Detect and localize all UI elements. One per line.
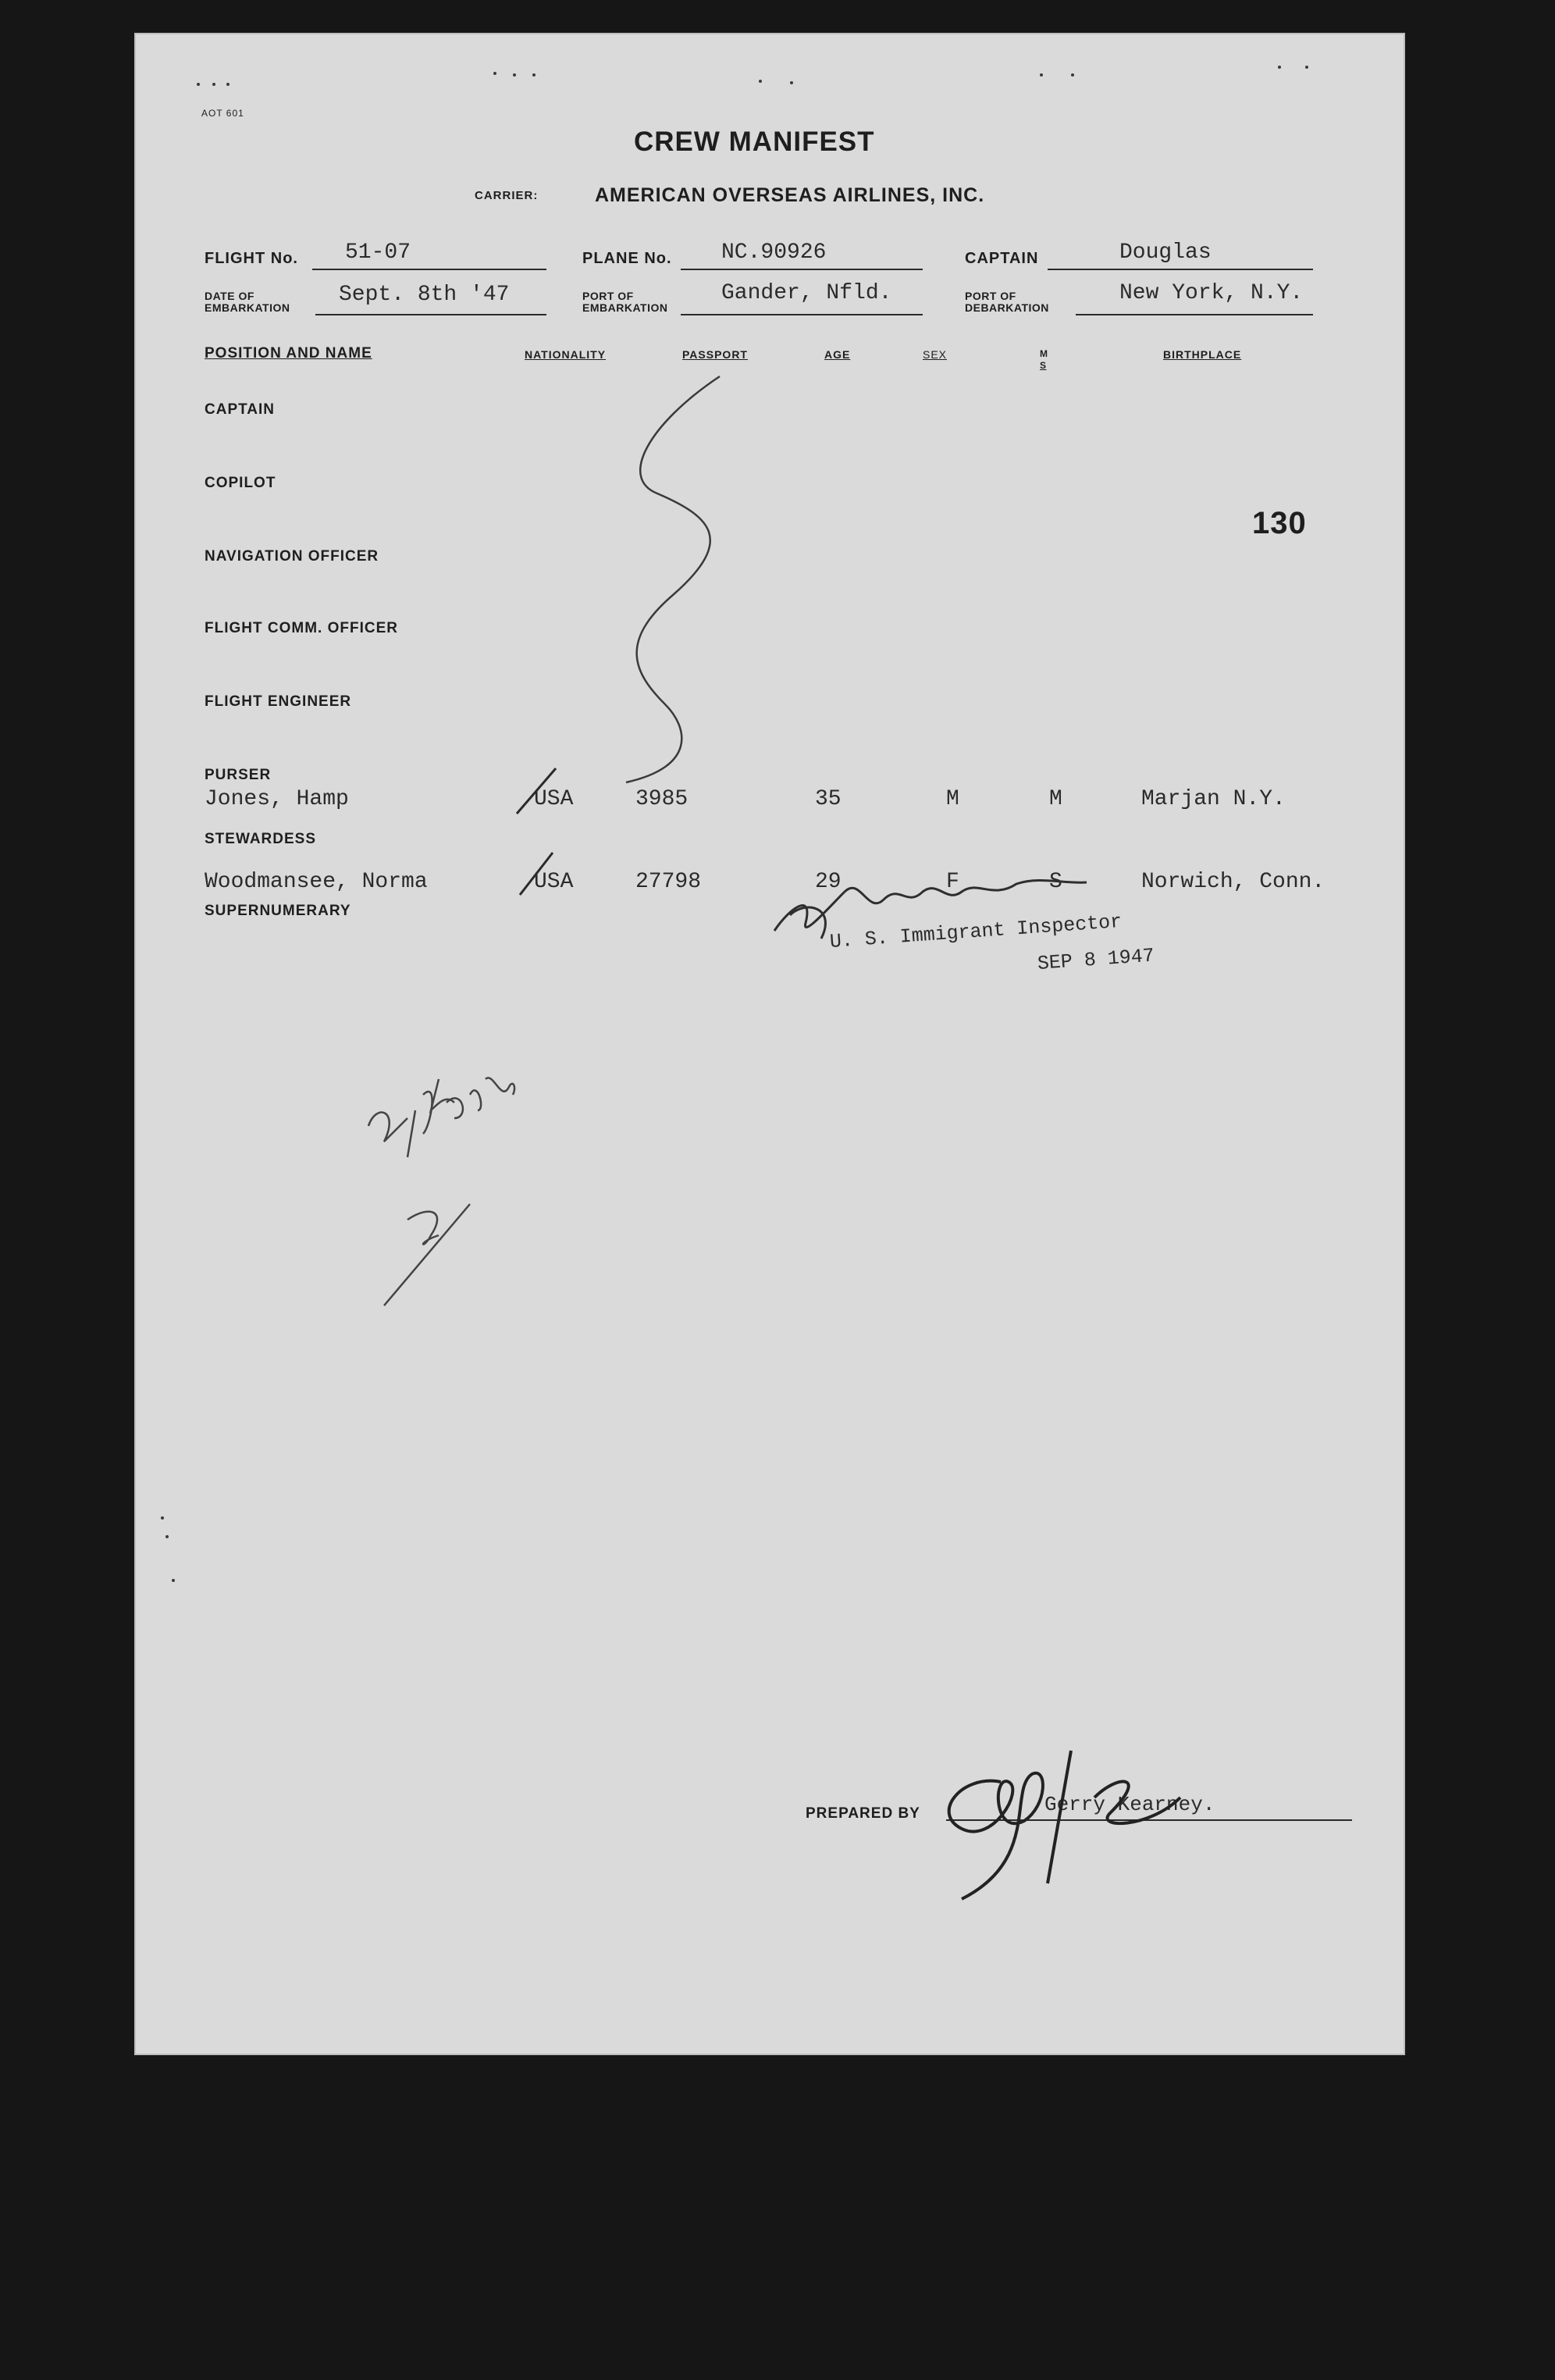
crew-age: 35 bbox=[815, 787, 842, 811]
blank-rows-strike bbox=[603, 361, 759, 798]
nationality-tick-marks bbox=[509, 736, 587, 923]
plane-no-value: NC.90926 bbox=[721, 240, 827, 265]
carrier-label: CARRIER: bbox=[475, 189, 539, 202]
position-copilot: COPILOT bbox=[205, 475, 276, 491]
col-passport: PASSPORT bbox=[682, 348, 748, 361]
flight-no-label: FLIGHT No. bbox=[205, 250, 298, 267]
captain-label: CAPTAIN bbox=[965, 250, 1039, 267]
flight-no-value: 51-07 bbox=[345, 240, 411, 265]
speck bbox=[197, 83, 200, 86]
position-captain: CAPTAIN bbox=[205, 401, 276, 418]
inspector-stamp-title: U. S. Immigrant Inspector bbox=[829, 910, 1123, 953]
position-engineer: FLIGHT ENGINEER bbox=[205, 693, 352, 710]
speck bbox=[790, 81, 793, 84]
port-emb-underline bbox=[681, 314, 923, 315]
pencil-notes bbox=[353, 1032, 540, 1313]
date-label: DATE OF EMBARKATION bbox=[205, 290, 290, 314]
speck bbox=[165, 1535, 169, 1538]
port-emb-value: Gander, Nfld. bbox=[721, 281, 892, 305]
speck bbox=[161, 1516, 164, 1520]
position-comm: FLIGHT COMM. OFFICER bbox=[205, 620, 398, 636]
plane-no-label: PLANE No. bbox=[582, 250, 672, 267]
port-deb-underline bbox=[1076, 314, 1313, 315]
carrier-name: AMERICAN OVERSEAS AIRLINES, INC. bbox=[595, 184, 985, 206]
port-emb-label: PORT OF EMBARKATION bbox=[582, 290, 668, 314]
captain-value: Douglas bbox=[1119, 240, 1212, 265]
speck bbox=[212, 83, 215, 86]
crew-passport: 3985 bbox=[635, 787, 689, 811]
page-number: 130 bbox=[1252, 506, 1307, 540]
speck bbox=[759, 80, 762, 83]
port-deb-label: PORT OF DEBARKATION bbox=[965, 290, 1049, 314]
speck bbox=[1071, 73, 1074, 77]
crew-marital: S bbox=[1049, 870, 1062, 894]
port-deb-value: New York, N.Y. bbox=[1119, 281, 1304, 305]
crew-passport: 27798 bbox=[635, 870, 702, 894]
crew-marital: M bbox=[1049, 787, 1062, 811]
speck bbox=[172, 1579, 175, 1582]
crew-birthplace: Marjan N.Y. bbox=[1141, 787, 1286, 811]
crew-age: 29 bbox=[815, 870, 842, 894]
date-underline bbox=[315, 314, 546, 315]
col-marital: M S bbox=[1040, 348, 1048, 371]
speck bbox=[226, 83, 230, 86]
crew-birthplace: Norwich, Conn. bbox=[1141, 870, 1325, 894]
speck bbox=[493, 72, 496, 75]
crew-name: Woodmansee, Norma bbox=[205, 870, 428, 894]
speck bbox=[513, 73, 516, 77]
position-stewardess: STEWARDESS bbox=[205, 831, 317, 847]
crew-nationality: USA bbox=[534, 787, 574, 811]
inspector-stamp-date: SEP 8 1947 bbox=[1037, 944, 1155, 975]
prepared-by-label: PREPARED BY bbox=[806, 1805, 920, 1822]
crew-nationality: USA bbox=[534, 870, 574, 894]
form-code: AOT 601 bbox=[201, 108, 244, 119]
crew-sex: M bbox=[946, 787, 959, 811]
speck bbox=[1278, 66, 1281, 69]
position-supernumerary: SUPERNUMERARY bbox=[205, 903, 351, 919]
col-birthplace: BIRTHPLACE bbox=[1163, 348, 1242, 361]
prepared-by-name: Gerry Kearney. bbox=[1044, 1793, 1215, 1816]
col-position: POSITION AND NAME bbox=[205, 345, 372, 362]
form-title: CREW MANIFEST bbox=[634, 126, 875, 157]
col-age: AGE bbox=[824, 348, 851, 361]
position-navigation: NAVIGATION OFFICER bbox=[205, 548, 379, 565]
date-value: Sept. 8th '47 bbox=[339, 283, 510, 307]
plane-no-underline bbox=[681, 269, 923, 270]
col-nationality: NATIONALITY bbox=[525, 348, 607, 361]
captain-underline bbox=[1048, 269, 1313, 270]
speck bbox=[532, 73, 536, 77]
speck bbox=[1040, 73, 1043, 77]
speck bbox=[1305, 66, 1308, 69]
position-purser: PURSER bbox=[205, 767, 272, 783]
flight-no-underline bbox=[312, 269, 546, 270]
crew-sex: F bbox=[946, 870, 959, 894]
col-sex: SEX bbox=[923, 348, 948, 361]
preparer-signature bbox=[915, 1727, 1243, 1915]
manifest-sheet bbox=[134, 33, 1405, 2055]
crew-name: Jones, Hamp bbox=[205, 787, 349, 811]
